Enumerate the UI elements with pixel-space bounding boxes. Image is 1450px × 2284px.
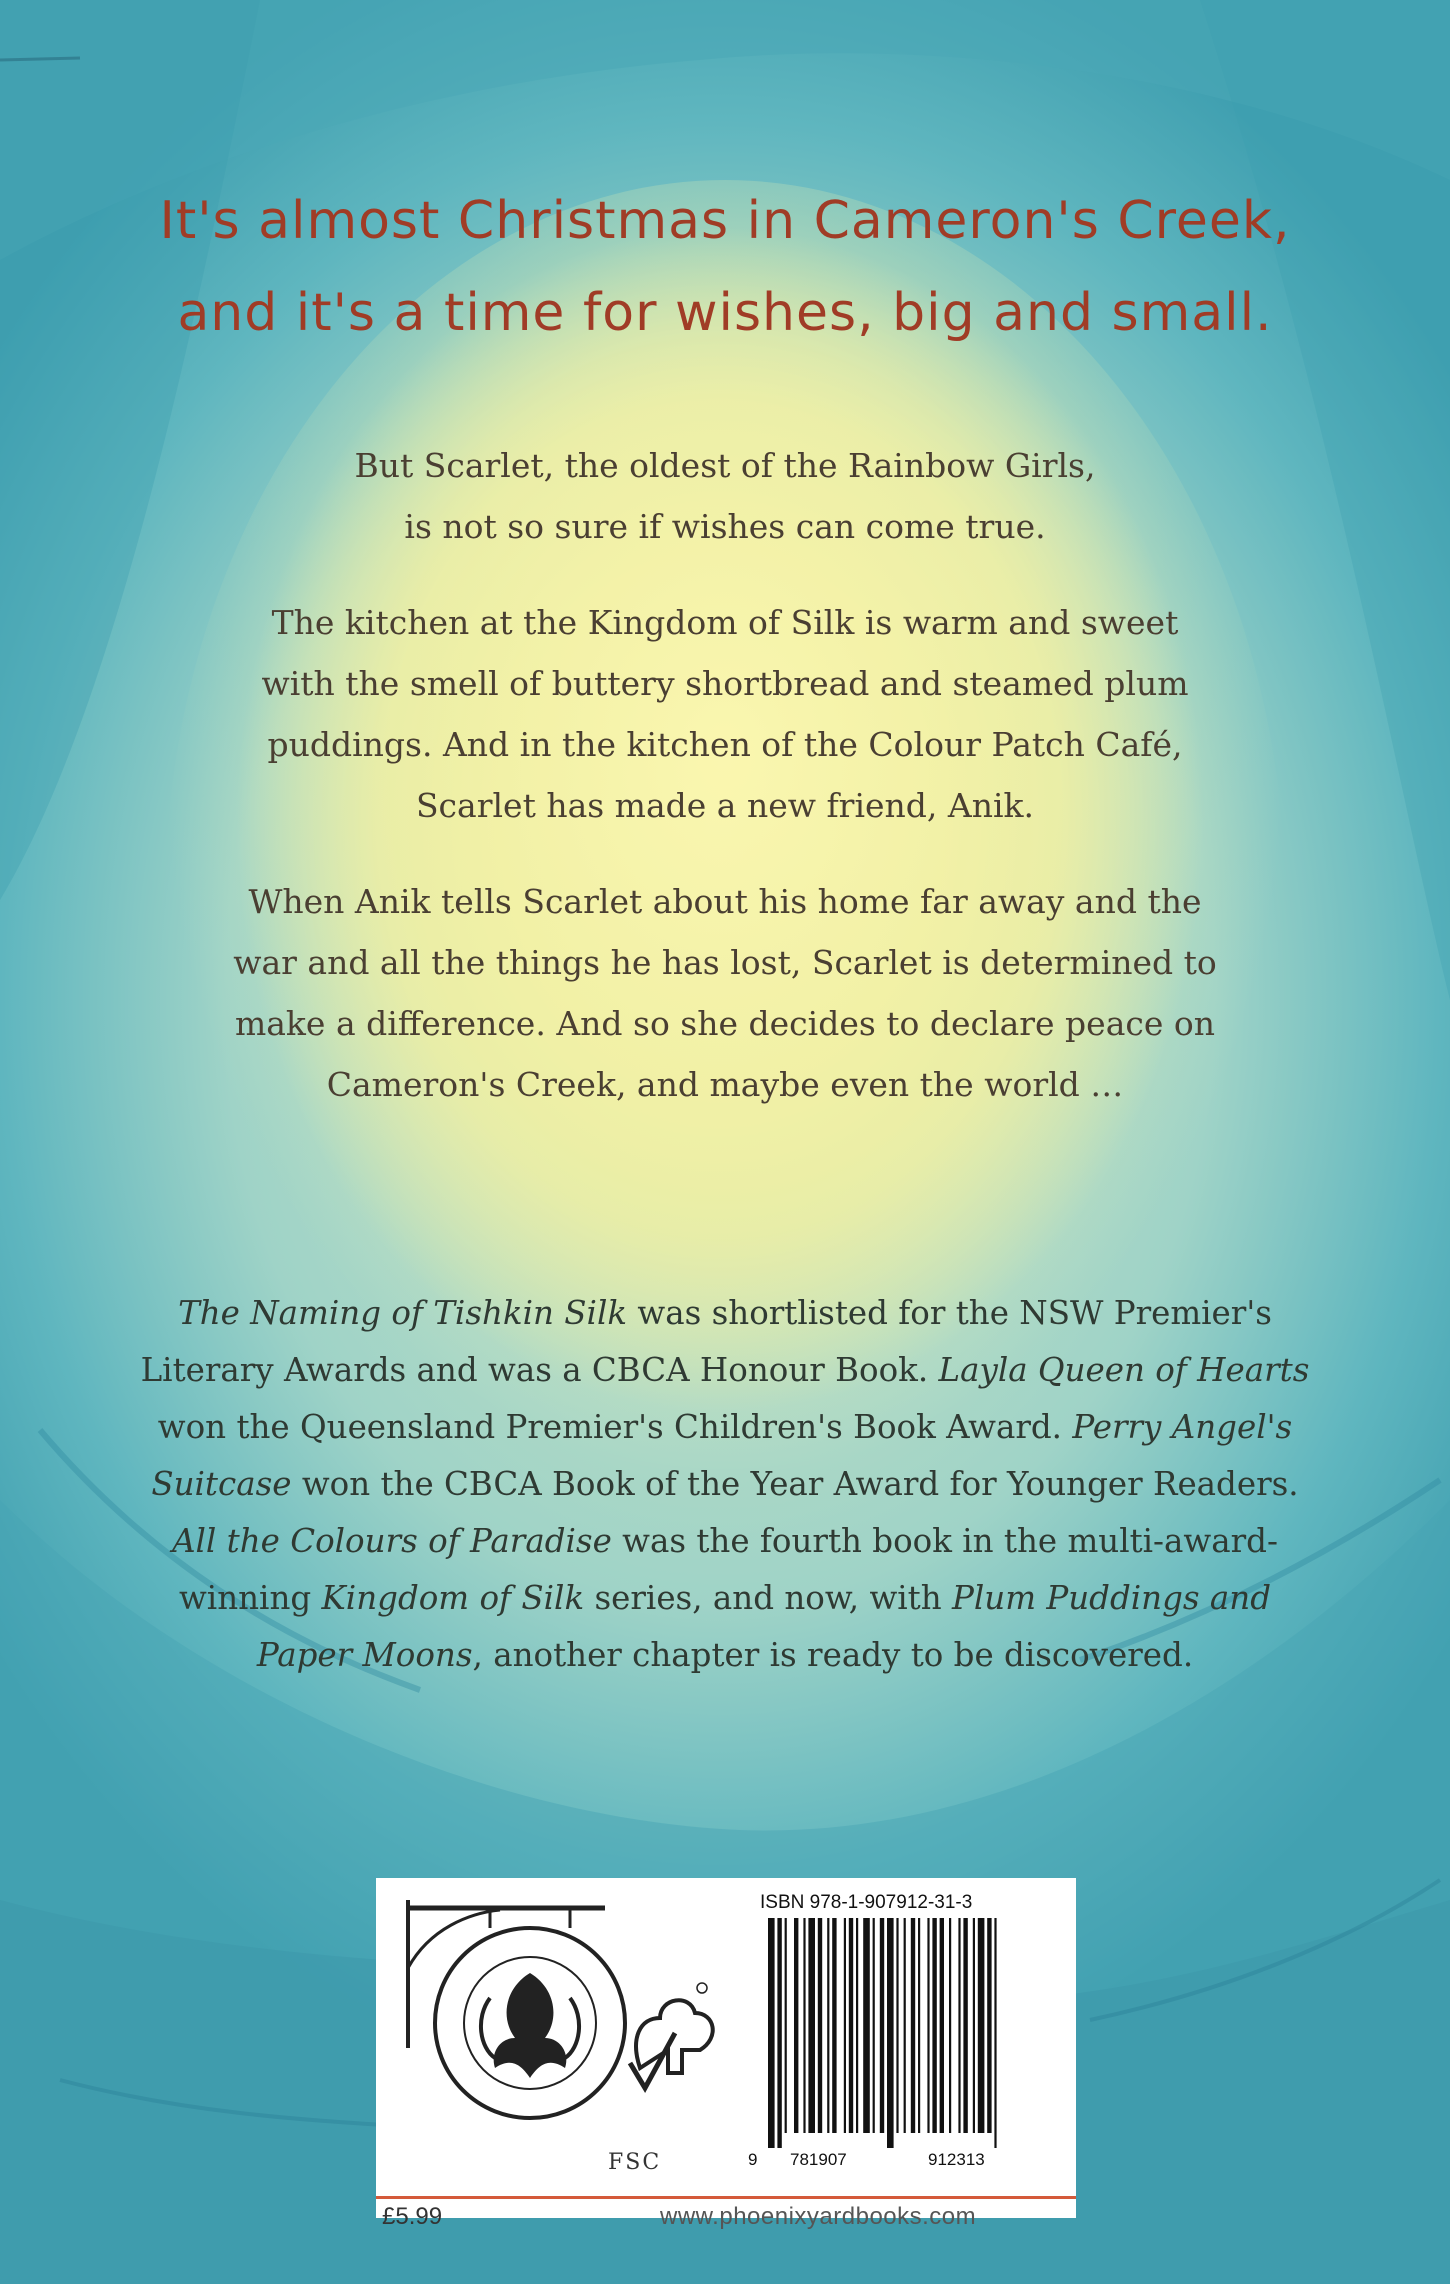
awards-line	[80, 1399, 1370, 1456]
barcode-bar	[973, 1918, 975, 2133]
publisher-logo-area	[390, 1888, 760, 2188]
barcode-bar	[918, 1918, 920, 2133]
book-title: Perry Angel's	[1072, 1408, 1293, 1446]
book-title: Kingdom of Silk	[321, 1579, 585, 1617]
awards-line	[80, 1456, 1370, 1513]
book-title: Suitcase	[151, 1465, 292, 1503]
book-title: Paper Moons	[256, 1636, 473, 1674]
awards-text: Literary Awards and was a CBCA Honour Book.	[140, 1351, 939, 1389]
blurb-paragraph-2	[180, 592, 1270, 836]
tagline-line-1: It's almost Christmas in Cameron's Creek,	[159, 191, 1291, 251]
barcode-bar	[932, 1918, 936, 2133]
blurb-line: is not so sure if wishes can come true.	[404, 507, 1046, 546]
barcode-bar	[873, 1918, 875, 2133]
barcode-bar	[978, 1918, 985, 2133]
price: £5.99	[382, 2203, 443, 2230]
blurb-line: war and all the things he has lost, Scarlet is determined to	[233, 943, 1217, 982]
barcode-bar	[863, 1918, 870, 2133]
blurb-line: Scarlet has made a new friend, Anik.	[415, 786, 1035, 825]
awards-line	[80, 1627, 1370, 1684]
awards-text: series, and now, with	[584, 1579, 952, 1617]
barcode-bar	[904, 1918, 906, 2133]
barcode-bar	[887, 1918, 894, 2148]
blurb	[180, 435, 1270, 1150]
book-title: Layla Queen of Hearts	[938, 1351, 1310, 1389]
awards-line	[80, 1285, 1370, 1342]
publisher-url: www.phoenixyardbooks.com	[660, 2203, 977, 2230]
barcode-bar	[958, 1918, 960, 2133]
awards-paragraph	[80, 1285, 1370, 1684]
barcode-bar	[940, 1918, 944, 2133]
blurb-line: with the smell of buttery shortbread and steamed plum	[261, 664, 1189, 703]
awards-line	[80, 1570, 1370, 1627]
blurb-line: When Anik tells Scarlet about his home far away and the	[248, 882, 1202, 921]
awards-text: winning	[178, 1579, 322, 1617]
book-title: All the Colours of Paradise	[172, 1522, 612, 1560]
barcode-bar	[818, 1918, 822, 2133]
tagline	[0, 175, 1450, 359]
blurb-line: puddings. And in the kitchen of the Colour Patch Café,	[267, 725, 1183, 764]
book-title: The Naming of Tishkin Silk	[178, 1294, 628, 1332]
awards-text: , another chapter is ready to be discovered.	[472, 1636, 1194, 1674]
barcode-bar	[927, 1918, 929, 2133]
awards-line	[80, 1513, 1370, 1570]
barcode-digits-left: 781907	[790, 2150, 847, 2169]
barcode-bar	[777, 1918, 781, 2148]
blurb-paragraph-3	[180, 871, 1270, 1115]
barcode-bar	[768, 1918, 775, 2148]
barcode-bar	[832, 1918, 836, 2133]
tagline-line-2: and it's a time for wishes, big and small.	[177, 283, 1273, 343]
awards-text: was shortlisted for the NSW Premier's	[627, 1294, 1272, 1332]
barcode-bar	[987, 1918, 991, 2133]
fsc-label: FSC	[608, 2150, 662, 2175]
barcode-bar	[994, 1918, 996, 2148]
barcode-bar	[785, 1918, 787, 2133]
barcode-bar	[803, 1918, 805, 2133]
blurb-line: But Scarlet, the oldest of the Rainbow Girls,	[354, 446, 1096, 485]
barcode-bar	[856, 1918, 858, 2133]
book-title: Plum Puddings and	[952, 1579, 1272, 1617]
barcode-bar	[963, 1918, 967, 2133]
barcode-bar	[880, 1918, 884, 2133]
divider	[376, 2196, 1076, 2199]
awards-text: was the fourth book in the multi-award-	[611, 1522, 1278, 1560]
barcode-bar	[849, 1918, 853, 2133]
isbn-label: ISBN 978-1-907912-31-3	[760, 1892, 973, 1913]
blurb-line: make a difference. And so she decides to declare peace on	[234, 1004, 1216, 1043]
fsc-tree-icon	[630, 1983, 713, 2088]
barcode-bar	[827, 1918, 829, 2133]
awards-line	[80, 1342, 1370, 1399]
barcode-bar	[808, 1918, 815, 2133]
barcode-bar	[794, 1918, 798, 2133]
barcode-icon	[760, 1918, 1060, 2148]
barcode-bar	[911, 1918, 915, 2133]
blurb-line: Cameron's Creek, and maybe even the world …	[326, 1065, 1124, 1104]
blurb-line: The kitchen at the Kingdom of Silk is warm and sweet	[271, 603, 1179, 642]
awards-text: won the CBCA Book of the Year Award for Younger Readers.	[291, 1465, 1299, 1503]
awards-text: won the Queensland Premier's Children's Book Award.	[157, 1408, 1073, 1446]
blurb-paragraph-1	[180, 435, 1270, 557]
phoenix-yard-seal-icon	[435, 1928, 625, 2118]
barcode-bar	[896, 1918, 898, 2133]
barcode-digit-first: 9	[748, 2150, 758, 2169]
barcode-digits-right: 912313	[928, 2150, 985, 2169]
barcode-bar	[844, 1918, 846, 2133]
barcode-bar	[949, 1918, 951, 2133]
